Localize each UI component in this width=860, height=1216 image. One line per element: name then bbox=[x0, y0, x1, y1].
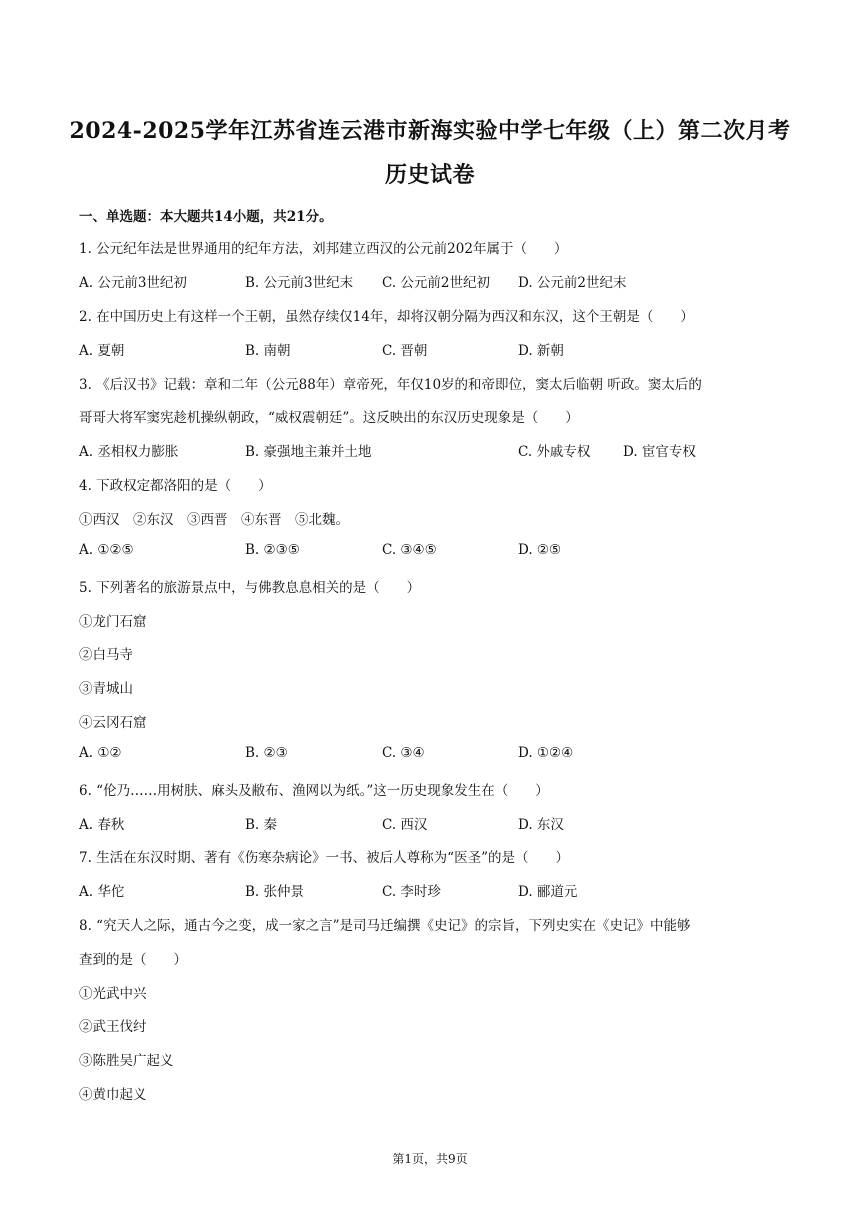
question-6-option-d: D. 东汉 bbox=[518, 817, 564, 833]
question-3-stem-line2: 哥哥大将军窦宪趁机操纵朝政，“威权震朝廷”。这反映出的东汉历史现象是（ ） bbox=[79, 410, 579, 426]
question-4-option-a: A. ①②⑤ bbox=[79, 542, 134, 558]
question-5-item: ②白马寺 bbox=[79, 647, 133, 663]
question-6-stem: 6. “伦乃……用树肤、麻头及敝布、渔网以为纸。”这一历史现象发生在（ ） bbox=[79, 783, 549, 799]
question-3-option-c: C. 外戚专权 bbox=[518, 444, 591, 460]
question-6-option-b: B. 秦 bbox=[245, 817, 278, 833]
question-5-stem: 5. 下列著名的旅游景点中，与佛教息息相关的是（ ） bbox=[79, 580, 421, 596]
question-5-item: ③青城山 bbox=[79, 681, 133, 697]
question-5-option-c: C. ③④ bbox=[382, 745, 425, 761]
question-8-item: ①光武中兴 bbox=[79, 986, 147, 1002]
question-4-stem: 4. 下政权定都洛阳的是（ ） bbox=[79, 478, 272, 494]
question-1-option-c: C. 公元前2世纪初 bbox=[382, 275, 491, 291]
question-2-stem: 2. 在中国历史上有这样一个王朝，虽然存续仅14年，却将汉朝分隔为西汉和东汉，这个王朝是（ ） bbox=[79, 309, 694, 325]
question-4-option-d: D. ②⑤ bbox=[518, 542, 562, 558]
question-7-option-b: B. 张仲景 bbox=[245, 884, 305, 900]
question-1-stem: 1. 公元纪年法是世界通用的纪年方法，刘邦建立西汉的公元前202年属于（ ） bbox=[79, 241, 568, 257]
question-1-option-b: B. 公元前3世纪末 bbox=[245, 275, 354, 291]
page-subtitle: 历史试卷 bbox=[384, 162, 475, 188]
question-1-option-a: A. 公元前3世纪初 bbox=[79, 275, 187, 291]
page-number: 第1页，共9页 bbox=[392, 1152, 468, 1166]
page-title: 2024-2025学年江苏省连云港市新海实验中学七年级（上）第二次月考 bbox=[69, 118, 791, 144]
question-7-stem: 7. 生活在东汉时期、著有《伤寒杂病论》一书、被后人尊称为“医圣”的是（ ） bbox=[79, 850, 569, 866]
question-2-option-a: A. 夏朝 bbox=[79, 343, 125, 359]
question-8-stem-line2: 查到的是（ ） bbox=[79, 952, 187, 968]
question-2-option-c: C. 晋朝 bbox=[382, 343, 428, 359]
question-3-option-b: B. 豪强地主兼并土地 bbox=[245, 444, 372, 460]
question-3-option-a: A. 丞相权力膨胀 bbox=[79, 444, 179, 460]
question-7-option-d: D. 郦道元 bbox=[518, 884, 578, 900]
question-2-option-d: D. 新朝 bbox=[518, 343, 564, 359]
question-1-option-d: D. 公元前2世纪末 bbox=[518, 275, 627, 291]
question-7-option-c: C. 李时珍 bbox=[382, 884, 441, 900]
question-6-option-c: C. 西汉 bbox=[382, 817, 428, 833]
question-5-option-b: B. ②③ bbox=[245, 745, 288, 761]
question-8-item: ④黄巾起义 bbox=[79, 1087, 147, 1103]
question-8-item: ③陈胜吴广起义 bbox=[79, 1053, 174, 1069]
question-2-option-b: B. 南朝 bbox=[245, 343, 291, 359]
question-4-option-c: C. ③④⑤ bbox=[382, 542, 437, 558]
question-6-option-a: A. 春秋 bbox=[79, 817, 125, 833]
question-4-items: ①西汉 ②东汉 ③西晋 ④东晋 ⑤北魏。 bbox=[79, 512, 349, 528]
question-5-option-a: A. ①② bbox=[79, 745, 122, 761]
question-8-item: ②武王伐纣 bbox=[79, 1019, 147, 1035]
question-5-item: ①龙门石窟 bbox=[79, 614, 147, 630]
question-4-option-b: B. ②③⑤ bbox=[245, 542, 300, 558]
question-8-stem-line1: 8. “究天人之际，通古今之变，成一家之言”是司马迁编撰《史记》的宗旨，下列史实在《史记》中能够 bbox=[79, 918, 691, 934]
question-5-item: ④云冈石窟 bbox=[79, 715, 147, 731]
question-3-stem-line1: 3. 《后汉书》记载：章和二年（公元88年）章帝死，年仅10岁的和帝即位，窦太后临朝 听政。窦太后的 bbox=[79, 377, 702, 393]
section-heading: 一、单选题：本大题共14小题，共21分。 bbox=[79, 209, 333, 225]
question-3-option-d: D. 宦官专权 bbox=[623, 444, 696, 460]
question-5-option-d: D. ①②④ bbox=[518, 745, 574, 761]
question-7-option-a: A. 华佗 bbox=[79, 884, 125, 900]
